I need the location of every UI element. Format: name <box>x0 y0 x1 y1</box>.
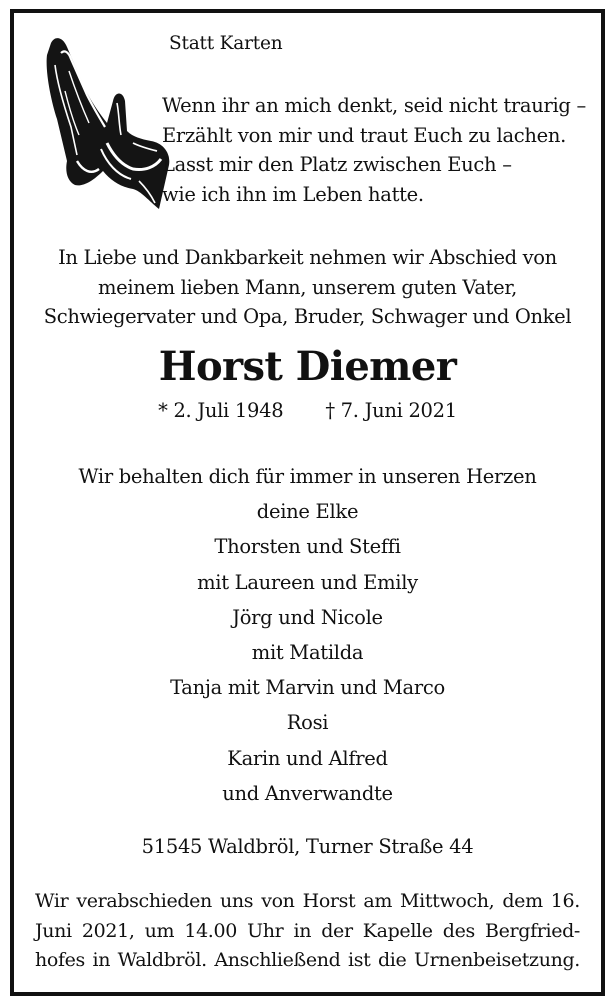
word: 16. <box>550 890 580 912</box>
family-line: Jörg und Nicole <box>232 605 383 629</box>
family-list <box>14 459 601 811</box>
family-line: Rosi <box>286 711 329 735</box>
funeral-notice <box>35 887 580 976</box>
poem-line: Wenn ihr an mich denkt, seid nicht traurig – <box>162 94 586 117</box>
word: am <box>363 890 393 912</box>
word: verabschieden <box>76 890 212 912</box>
word: die <box>377 949 407 971</box>
family-line: Thorsten und Steffi <box>214 535 401 559</box>
birth-date: * 2. Juli 1948 <box>158 399 284 422</box>
word: Bergfried- <box>485 919 580 942</box>
word: in <box>92 949 111 971</box>
statt-karten-label: Statt Karten <box>169 33 283 54</box>
word: Uhr <box>247 919 284 942</box>
word: des <box>442 919 475 942</box>
word: um <box>144 919 175 942</box>
word: Waldbröl. <box>117 949 207 971</box>
word: dem <box>502 890 543 912</box>
intro-line: In Liebe und Dankbarkeit nehmen wir Abschied von <box>58 246 557 269</box>
word: Horst <box>302 890 356 912</box>
word: Anschließend <box>214 949 341 971</box>
word: Mittwoch, <box>400 890 495 912</box>
word: uns <box>219 890 254 912</box>
family-line: mit Matilda <box>251 641 364 665</box>
word: 2021, <box>81 919 135 942</box>
family-line: Wir behalten dich für immer in unseren Herzen <box>78 465 537 488</box>
word: Kapelle <box>362 919 433 942</box>
family-line: und Anverwandte <box>222 781 393 805</box>
word: Wir <box>35 890 69 912</box>
funeral-line-3 <box>35 946 580 976</box>
word: 14.00 <box>184 919 237 942</box>
family-line: Tanja mit Marvin und Marco <box>170 676 445 700</box>
funeral-line-1 <box>35 887 580 917</box>
family-line: deine Elke <box>256 500 359 524</box>
word: ist <box>348 949 371 971</box>
poem-line: wie ich ihn im Leben hatte. <box>162 182 424 206</box>
word: Juni <box>35 919 72 942</box>
word: hofes <box>35 949 85 971</box>
farewell-intro <box>14 243 601 332</box>
intro-line: Schwiegervater und Opa, Bruder, Schwager und Onkel <box>43 305 572 328</box>
poem-line: Erzählt von mir und traut Euch zu lachen. <box>162 123 567 147</box>
family-line: Karin und Alfred <box>227 746 388 770</box>
family-address: 51545 Waldbröl, Turner Straße 44 <box>141 835 474 858</box>
death-date: † 7. Juni 2021 <box>325 399 457 422</box>
deceased-name: Horst Diemer <box>158 343 457 390</box>
word: in <box>293 919 312 942</box>
life-dates <box>14 399 601 422</box>
praying-hands-icon <box>41 31 173 213</box>
funeral-line-2 <box>35 917 580 947</box>
poem-line: Lasst mir den Platz zwischen Euch – <box>162 153 512 176</box>
word: Urnenbeisetzung. <box>413 949 580 971</box>
word: von <box>261 890 295 912</box>
poem <box>162 91 586 209</box>
intro-line: meinem lieben Mann, unserem guten Vater, <box>97 275 518 299</box>
family-line: mit Laureen und Emily <box>197 570 418 594</box>
obituary-frame <box>10 9 605 996</box>
word: der <box>321 919 353 942</box>
